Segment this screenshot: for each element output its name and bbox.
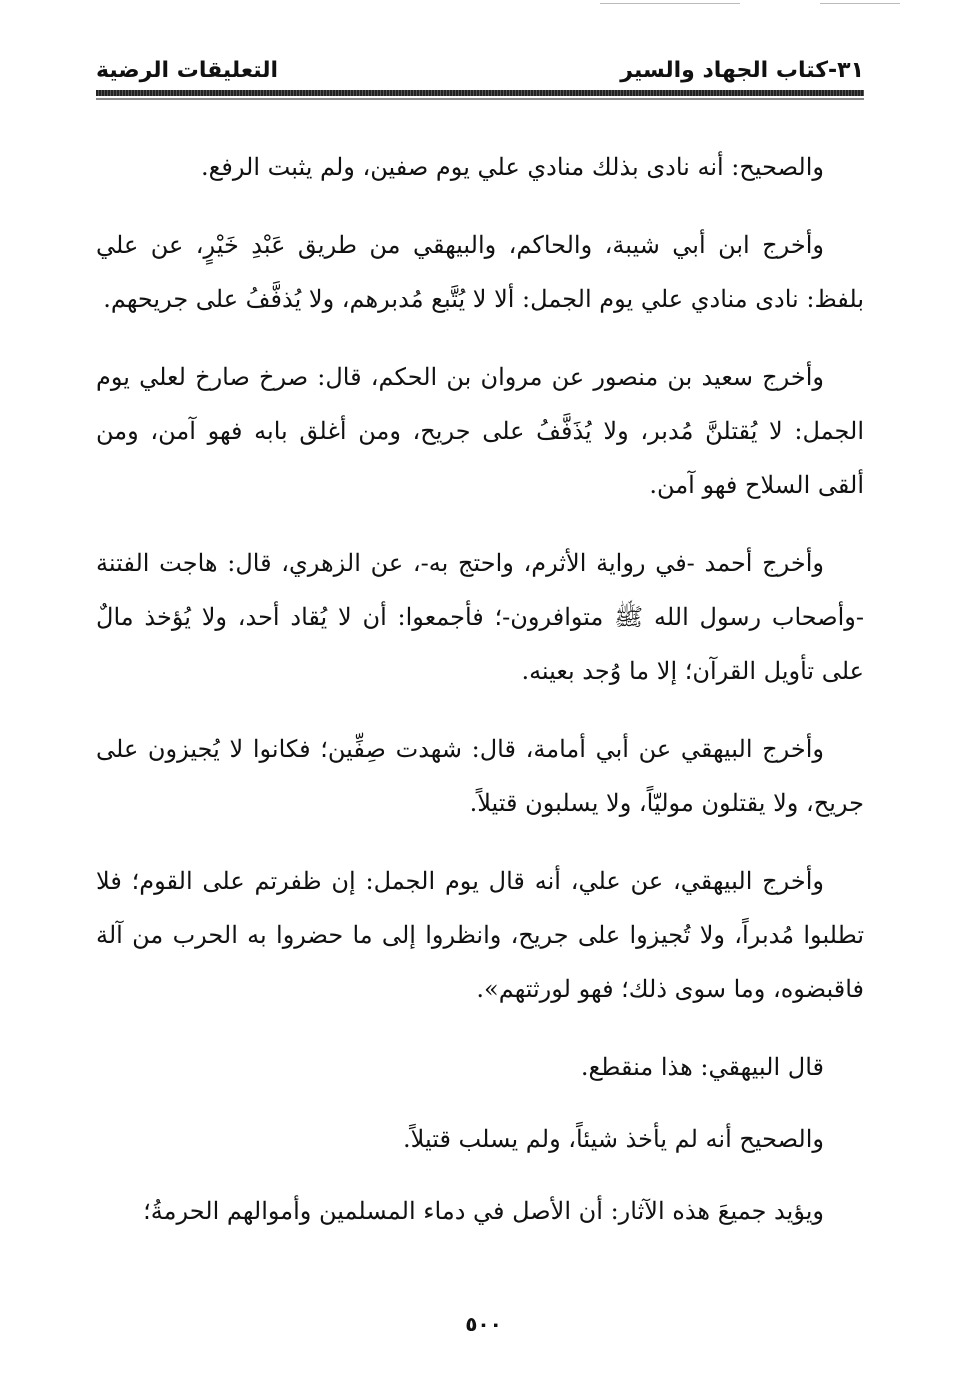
book-title: التعليقات الرضية — [96, 58, 279, 83]
paragraph: والصحيح أنه لم يأخذ شيئاً، ولم يسلب قتيلاً. — [403, 1125, 824, 1153]
scan-edge-mark — [820, 3, 900, 4]
paragraph: وأخرج البيهقي عن أبي أمامة، قال: شهدت صِفِّين؛ فكانوا لا يُجيزون على جريح، ولا يقتلون موليّاً، ولا يسلبون قتيلاً. — [96, 735, 864, 817]
page-number: ٥٠٠ — [465, 1312, 502, 1336]
main-text — [96, 140, 864, 1262]
paragraph: وأخرج البيهقي، عن علي، أنه قال يوم الجمل: إن ظفرتم على القوم؛ فلا تطلبوا مُدبراً، ولا تُجيزوا على جريح، وانظروا إلى ما حضروا به الحرب من آلة فاقبضوه، وما سوى ذلك؛ فهو لورثتهم». — [96, 867, 864, 1003]
running-header — [96, 56, 864, 90]
chapter-title: ٣١-كتاب الجهاد والسير — [620, 58, 864, 83]
paragraph: وأخرج سعيد بن منصور عن مروان بن الحكم، قال: صرخ صارخ لعلي يوم الجمل: لا يُقتلنَّ مُدبر، ولا يُذَفَّفُ على جريح، ومن أغلق بابه فهو آمن، ومن ألقى السلاح فهو آمن. — [96, 363, 864, 499]
paragraph: قال البيهقي: هذا منقطع. — [580, 1053, 824, 1081]
paragraph: وأخرج أحمد -في رواية الأثرم، واحتج به-، عن الزهري، قال: هاجت الفتنة -وأصحاب رسول الله ﷺ متوافرون-؛ فأجمعوا: أن لا يُقاد أحد، ولا يُؤخذ مالٌ على تأويل القرآن؛ إلا ما وُجد بعينه. — [96, 549, 864, 685]
header-rule — [96, 90, 864, 96]
header-rule-thin — [96, 98, 864, 100]
paragraph: والصحيح: أنه نادى بذلك منادي علي يوم صفين، ولم يثبت الرفع. — [200, 153, 824, 181]
paragraph: ويؤيد جميعَ هذه الآثار: أن الأصل في دماء المسلمين وأموالهم الحرمةُ؛ — [143, 1197, 824, 1225]
paragraph: وأخرج ابن أبي شيبة، والحاكم، والبيهقي من طريق عَبْدِ خَيْرٍ، عن علي بلفظ: نادى منادي علي يوم الجمل: ألا لا يُتَّبع مُدبرهم، ولا يُذفَّفُ على جريحهم. — [96, 231, 864, 313]
scan-edge-mark — [600, 3, 740, 4]
